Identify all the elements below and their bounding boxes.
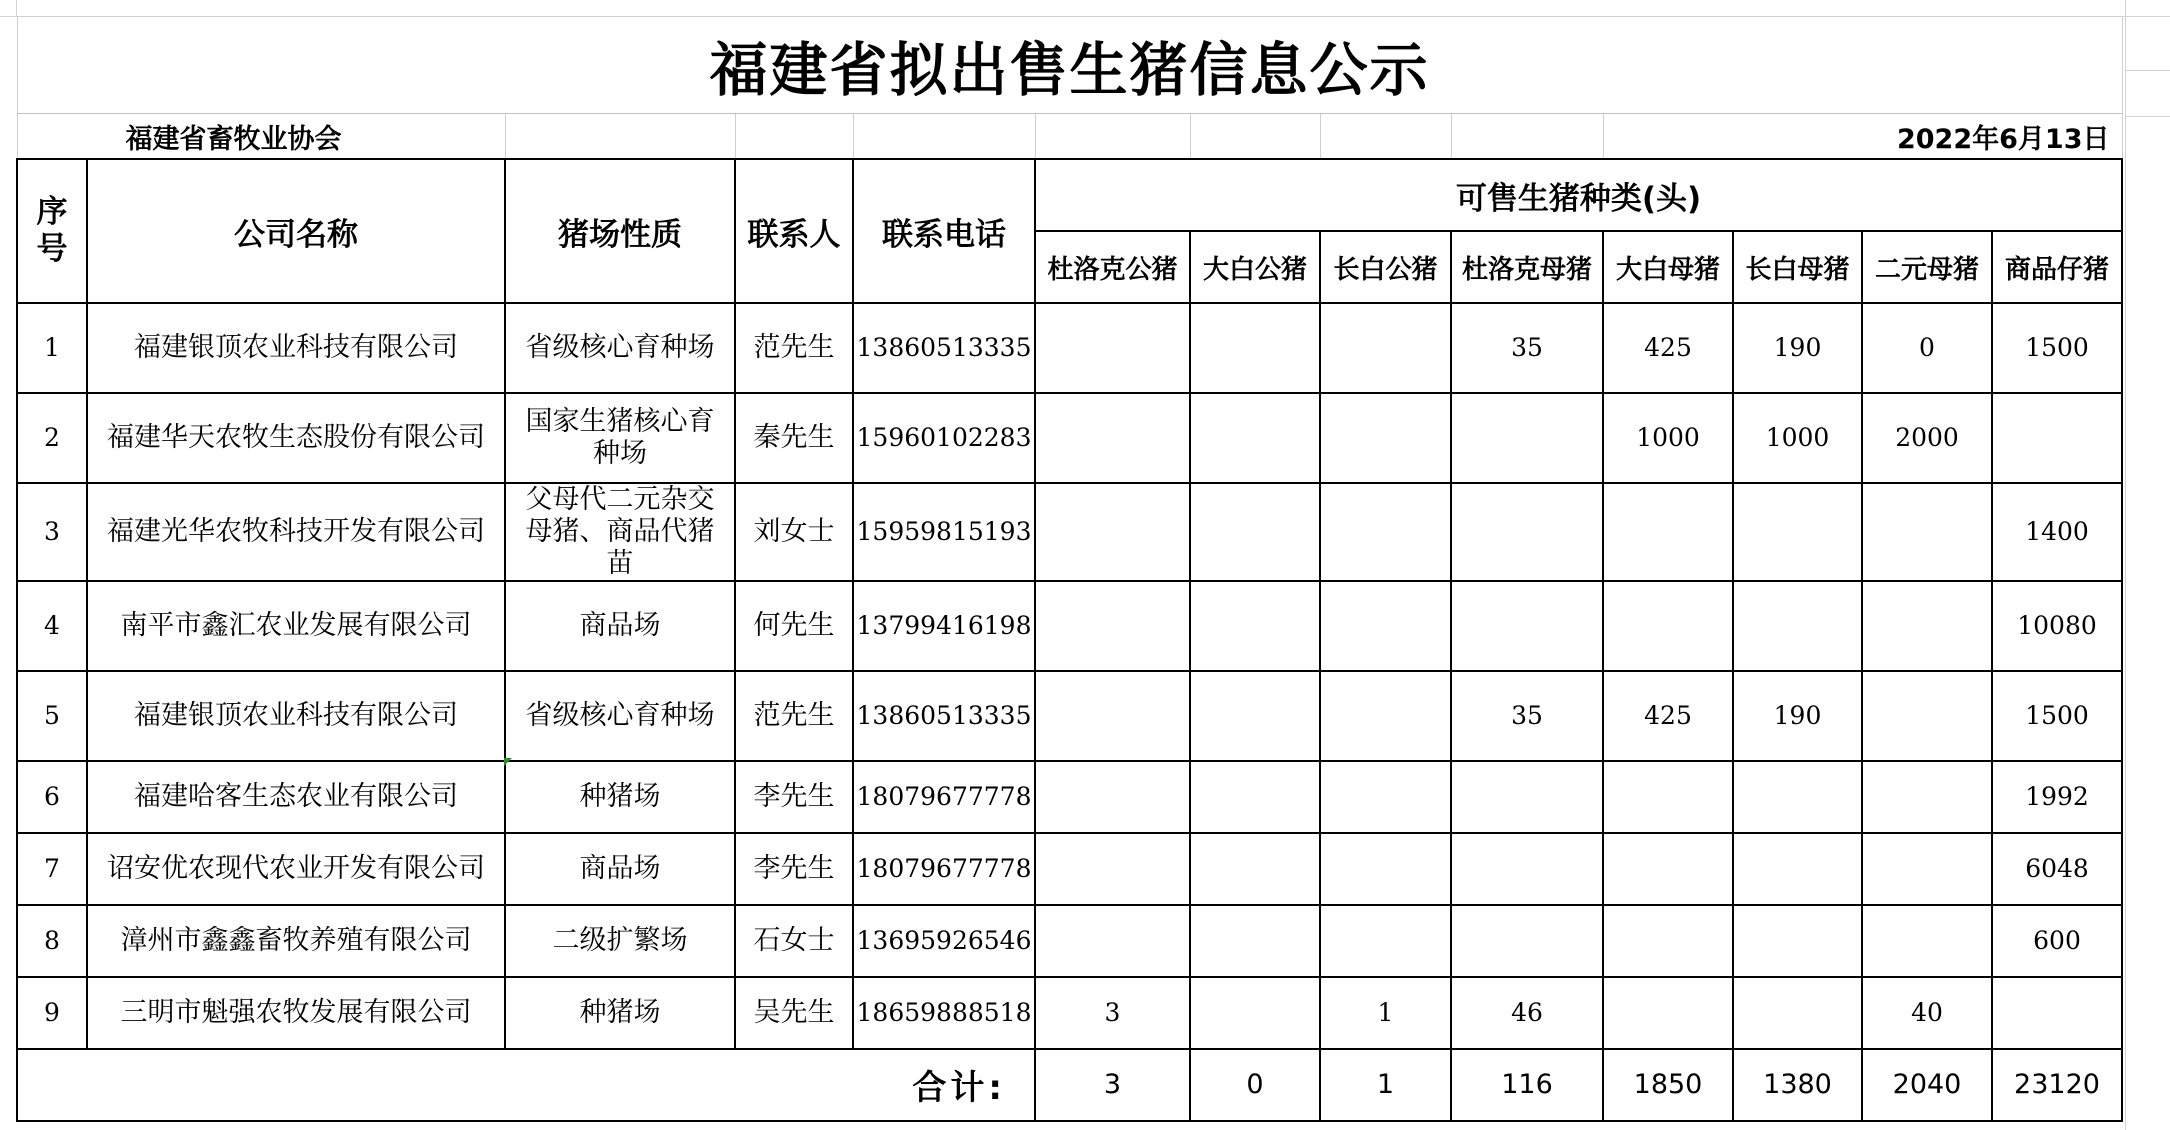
company-name[interactable]: 福建银顶农业科技有限公司 xyxy=(87,671,505,761)
count-cell[interactable]: 1400 xyxy=(1992,483,2122,581)
count-cell[interactable]: 1500 xyxy=(1992,303,2122,393)
table-row xyxy=(17,977,2122,1049)
table-row xyxy=(17,483,2122,581)
count-cell[interactable] xyxy=(1733,581,1862,671)
count-cell[interactable] xyxy=(1035,833,1190,905)
gridline xyxy=(16,0,17,16)
count-cell[interactable]: 10080 xyxy=(1992,581,2122,671)
count-cell[interactable]: 1000 xyxy=(1733,393,1862,483)
company-name[interactable]: 南平市鑫汇农业发展有限公司 xyxy=(87,581,505,671)
publish-date: 2022年6月13日 xyxy=(1603,114,2122,160)
total-value[interactable]: 116 xyxy=(1451,1049,1603,1121)
empty-cell[interactable] xyxy=(853,114,1035,160)
count-cell[interactable] xyxy=(1603,581,1733,671)
count-cell[interactable] xyxy=(1733,977,1862,1049)
contact-person[interactable]: 吴先生 xyxy=(735,977,853,1049)
phone-number[interactable]: 15959815193 xyxy=(853,483,1035,581)
count-cell[interactable] xyxy=(1190,761,1320,833)
gridline xyxy=(2125,70,2170,71)
company-name[interactable]: 福建哈客生态农业有限公司 xyxy=(87,761,505,833)
row-index[interactable]: 7 xyxy=(17,833,87,905)
row-index[interactable]: 2 xyxy=(17,393,87,483)
header-nature: 猪场性质 xyxy=(505,159,735,303)
count-cell[interactable]: 0 xyxy=(1862,303,1992,393)
row-index[interactable]: 3 xyxy=(17,483,87,581)
total-row xyxy=(17,1049,2122,1121)
count-cell[interactable] xyxy=(1992,977,2122,1049)
row-index[interactable]: 4 xyxy=(17,581,87,671)
count-cell[interactable]: 425 xyxy=(1603,671,1733,761)
count-cell[interactable]: 1000 xyxy=(1603,393,1733,483)
phone-number[interactable]: 18079677778 xyxy=(853,833,1035,905)
header-type: 长白母猪 xyxy=(1733,231,1862,303)
total-label: 合计: xyxy=(17,1049,1035,1121)
count-cell[interactable] xyxy=(1035,393,1190,483)
cell-indicator-icon xyxy=(504,758,512,766)
count-cell[interactable] xyxy=(1320,393,1451,483)
count-cell[interactable] xyxy=(1862,761,1992,833)
header-contact: 联系人 xyxy=(735,159,853,303)
count-cell[interactable] xyxy=(1862,671,1992,761)
header-type: 大白公猪 xyxy=(1190,231,1320,303)
count-cell[interactable]: 1 xyxy=(1320,977,1451,1049)
empty-cell[interactable] xyxy=(1190,114,1320,160)
header-type: 长白公猪 xyxy=(1320,231,1451,303)
table-row xyxy=(17,671,2122,761)
count-cell[interactable] xyxy=(1320,483,1451,581)
gridline xyxy=(2125,116,2170,117)
count-cell[interactable] xyxy=(1035,761,1190,833)
count-cell[interactable] xyxy=(1190,905,1320,977)
count-cell[interactable]: 46 xyxy=(1451,977,1603,1049)
farm-nature[interactable]: 父母代二元杂交母猪、商品代猪苗 xyxy=(505,483,735,581)
count-cell[interactable] xyxy=(1320,833,1451,905)
count-cell[interactable] xyxy=(1035,483,1190,581)
farm-nature[interactable]: 省级核心育种场 xyxy=(505,303,735,393)
count-cell[interactable] xyxy=(1190,303,1320,393)
empty-cell[interactable] xyxy=(1451,114,1603,160)
count-cell[interactable]: 6048 xyxy=(1992,833,2122,905)
total-value[interactable]: 23120 xyxy=(1992,1049,2122,1121)
count-cell[interactable]: 1992 xyxy=(1992,761,2122,833)
count-cell[interactable] xyxy=(1603,977,1733,1049)
count-cell[interactable] xyxy=(1603,761,1733,833)
count-cell[interactable] xyxy=(1603,483,1733,581)
count-cell[interactable] xyxy=(1035,581,1190,671)
count-cell[interactable]: 190 xyxy=(1733,303,1862,393)
count-cell[interactable]: 2000 xyxy=(1862,393,1992,483)
header-company: 公司名称 xyxy=(87,159,505,303)
count-cell[interactable] xyxy=(1862,581,1992,671)
count-cell[interactable]: 425 xyxy=(1603,303,1733,393)
count-cell[interactable] xyxy=(1603,833,1733,905)
contact-person[interactable]: 刘女士 xyxy=(735,483,853,581)
row-index[interactable]: 8 xyxy=(17,905,87,977)
row-index[interactable]: 6 xyxy=(17,761,87,833)
table-row xyxy=(17,905,2122,977)
table-row xyxy=(17,303,2122,393)
table-row xyxy=(17,761,2122,833)
phone-number[interactable]: 13799416198 xyxy=(853,581,1035,671)
count-cell[interactable] xyxy=(1190,483,1320,581)
phone-number[interactable]: 18659888518 xyxy=(853,977,1035,1049)
count-cell[interactable] xyxy=(1035,905,1190,977)
company-name[interactable]: 三明市魁强农牧发展有限公司 xyxy=(87,977,505,1049)
company-name[interactable]: 诏安优农现代农业开发有限公司 xyxy=(87,833,505,905)
gridline xyxy=(2125,0,2126,1130)
contact-person[interactable]: 秦先生 xyxy=(735,393,853,483)
company-name[interactable]: 福建光华农牧科技开发有限公司 xyxy=(87,483,505,581)
header-type: 杜洛克母猪 xyxy=(1451,231,1603,303)
count-cell[interactable] xyxy=(1190,671,1320,761)
count-cell[interactable] xyxy=(1190,581,1320,671)
empty-cell[interactable] xyxy=(505,114,735,160)
phone-number[interactable]: 13860513335 xyxy=(853,671,1035,761)
header-type: 杜洛克公猪 xyxy=(1035,231,1190,303)
count-cell[interactable] xyxy=(1035,303,1190,393)
farm-nature[interactable]: 商品场 xyxy=(505,833,735,905)
count-cell[interactable] xyxy=(1451,483,1603,581)
contact-person[interactable]: 范先生 xyxy=(735,671,853,761)
count-cell[interactable] xyxy=(1320,905,1451,977)
company-name[interactable]: 福建银顶农业科技有限公司 xyxy=(87,303,505,393)
count-cell[interactable] xyxy=(1733,483,1862,581)
company-name[interactable]: 漳州市鑫鑫畜牧养殖有限公司 xyxy=(87,905,505,977)
count-cell[interactable] xyxy=(1190,977,1320,1049)
organization-name: 福建省畜牧业协会 xyxy=(17,114,505,160)
phone-number[interactable]: 13860513335 xyxy=(853,303,1035,393)
count-cell[interactable] xyxy=(1451,581,1603,671)
count-cell[interactable] xyxy=(1320,303,1451,393)
count-cell[interactable]: 190 xyxy=(1733,671,1862,761)
farm-nature[interactable]: 种猪场 xyxy=(505,977,735,1049)
row-index[interactable]: 5 xyxy=(17,671,87,761)
header-phone: 联系电话 xyxy=(853,159,1035,303)
contact-person[interactable]: 石女士 xyxy=(735,905,853,977)
farm-nature[interactable]: 二级扩繁场 xyxy=(505,905,735,977)
count-cell[interactable] xyxy=(1862,905,1992,977)
count-cell[interactable] xyxy=(1733,761,1862,833)
count-cell[interactable] xyxy=(1992,393,2122,483)
total-value[interactable]: 1850 xyxy=(1603,1049,1733,1121)
contact-person[interactable]: 李先生 xyxy=(735,833,853,905)
count-cell[interactable]: 35 xyxy=(1451,303,1603,393)
count-cell[interactable] xyxy=(1451,393,1603,483)
total-value[interactable]: 0 xyxy=(1190,1049,1320,1121)
empty-cell[interactable] xyxy=(735,114,853,160)
count-cell[interactable] xyxy=(1451,833,1603,905)
row-index[interactable]: 1 xyxy=(17,303,87,393)
count-cell[interactable] xyxy=(1035,671,1190,761)
count-cell[interactable]: 40 xyxy=(1862,977,1992,1049)
sales-table xyxy=(16,16,2123,1122)
farm-nature[interactable]: 种猪场 xyxy=(505,761,735,833)
table-row xyxy=(17,393,2122,483)
contact-person[interactable]: 范先生 xyxy=(735,303,853,393)
count-cell[interactable] xyxy=(1733,905,1862,977)
table-row xyxy=(17,581,2122,671)
row-index[interactable]: 9 xyxy=(17,977,87,1049)
count-cell[interactable] xyxy=(1862,833,1992,905)
phone-number[interactable]: 13695926546 xyxy=(853,905,1035,977)
count-cell[interactable]: 1500 xyxy=(1992,671,2122,761)
total-value[interactable]: 2040 xyxy=(1862,1049,1992,1121)
count-cell[interactable] xyxy=(1451,761,1603,833)
empty-cell[interactable] xyxy=(1320,114,1451,160)
contact-person[interactable]: 李先生 xyxy=(735,761,853,833)
contact-person[interactable]: 何先生 xyxy=(735,581,853,671)
page-title: 福建省拟出售生猪信息公示 xyxy=(17,17,2122,114)
farm-nature[interactable]: 省级核心育种场 xyxy=(505,671,735,761)
total-value[interactable]: 1380 xyxy=(1733,1049,1862,1121)
count-cell[interactable] xyxy=(1320,761,1451,833)
empty-cell[interactable] xyxy=(1035,114,1190,160)
count-cell[interactable] xyxy=(1320,581,1451,671)
table-row xyxy=(17,833,2122,905)
count-cell[interactable]: 600 xyxy=(1992,905,2122,977)
count-cell[interactable] xyxy=(1190,393,1320,483)
header-types-group: 可售生猪种类(头) xyxy=(1035,159,2122,231)
total-value[interactable]: 1 xyxy=(1320,1049,1451,1121)
count-cell[interactable]: 3 xyxy=(1035,977,1190,1049)
count-cell[interactable] xyxy=(1451,905,1603,977)
header-type: 商品仔猪 xyxy=(1992,231,2122,303)
count-cell[interactable]: 35 xyxy=(1451,671,1603,761)
count-cell[interactable] xyxy=(1320,671,1451,761)
count-cell[interactable] xyxy=(1603,905,1733,977)
phone-number[interactable]: 18079677778 xyxy=(853,761,1035,833)
company-name[interactable]: 福建华天农牧生态股份有限公司 xyxy=(87,393,505,483)
header-type: 大白母猪 xyxy=(1603,231,1733,303)
farm-nature[interactable]: 国家生猪核心育种场 xyxy=(505,393,735,483)
count-cell[interactable] xyxy=(1862,483,1992,581)
count-cell[interactable] xyxy=(1190,833,1320,905)
count-cell[interactable] xyxy=(1733,833,1862,905)
total-value[interactable]: 3 xyxy=(1035,1049,1190,1121)
farm-nature[interactable]: 商品场 xyxy=(505,581,735,671)
header-index: 序号 xyxy=(17,159,87,303)
header-type: 二元母猪 xyxy=(1862,231,1992,303)
phone-number[interactable]: 15960102283 xyxy=(853,393,1035,483)
